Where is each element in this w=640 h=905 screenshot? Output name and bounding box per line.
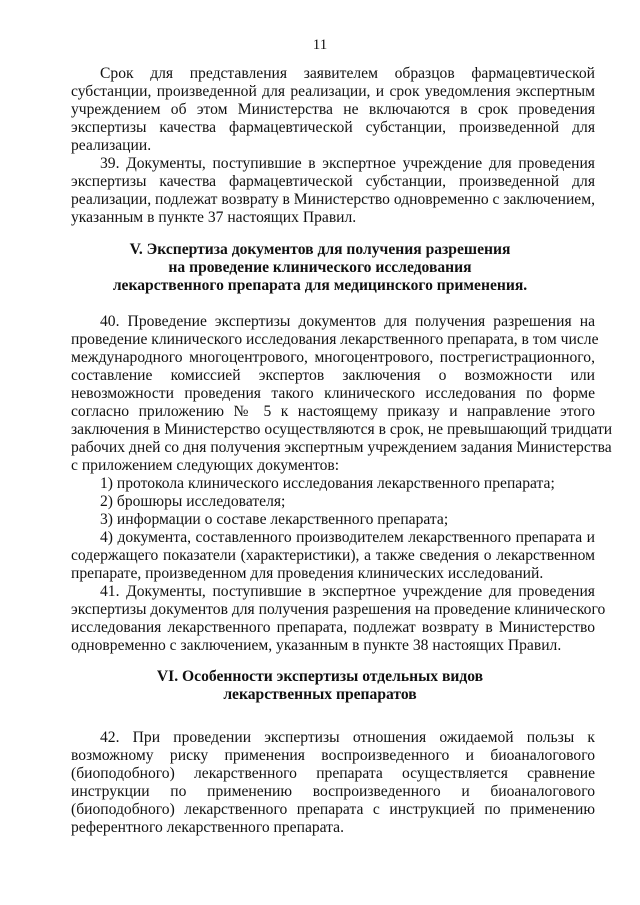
text-line: учреждением об этом Министерства не включаются в срок проведения	[71, 101, 595, 118]
text-line: 1) протокола клинического исследования лекарственного препарата;	[100, 475, 555, 492]
text-line: препарате, произведенном для проведения клинических исследований.	[71, 565, 544, 582]
text-line: Срок для представления заявителем образцов фармацевтической	[100, 65, 595, 82]
text-line: рабочих дней со дня получения экспертным учреждением задания Министерства	[71, 439, 612, 456]
text-line: 41. Документы, поступившие в экспертное учреждение для проведения	[100, 583, 595, 600]
text-line: 39. Документы, поступившие в экспертное учреждение для проведения	[100, 155, 595, 172]
text-line: 40. Проведение экспертизы документов для получения разрешения на	[100, 313, 595, 330]
text-line: исследования лекарственного препарата, подлежат возврату в Министерство	[71, 619, 595, 636]
heading-line: VI. Особенности экспертизы отдельных видов	[156, 668, 484, 685]
text-line: составление комиссией экспертов заключения о возможности или	[71, 367, 595, 384]
text-line: 3) информации о составе лекарственного препарата;	[100, 511, 449, 528]
text-line: экспертизы документов для получения разрешения на проведение клинического	[71, 601, 606, 618]
text-line: 42. При проведении экспертизы отношения ожидаемой пользы к	[100, 729, 595, 746]
text-line: согласно приложению № 5 к настоящему приказу и направление этого	[71, 403, 595, 420]
text-line: содержащего показатели (характеристики), а также сведения о лекарственном	[71, 547, 595, 564]
text-line: с приложением следующих документов:	[71, 457, 340, 474]
text-line: референтного лекарственного препарата.	[71, 819, 345, 836]
text-line: международного многоцентрового, многоцентрового, пострегистрационного,	[71, 349, 595, 366]
heading-line: на проведение клинического исследования	[168, 259, 472, 276]
text-line: (биоподобного) лекарственного препарата осуществляется сравнение	[71, 765, 595, 782]
text-line: (биоподобного) лекарственного препарата с инструкцией по применению	[71, 801, 595, 818]
text-line: экспертизы качества фармацевтической субстанции, произведенной для	[71, 119, 595, 136]
page-number: 11	[312, 37, 328, 53]
heading-line: лекарственных препаратов	[223, 686, 417, 703]
text-line: одновременно с заключением, указанным в пункте 38 настоящих Правил.	[71, 637, 562, 654]
text-line: возможному риску применения воспроизведенного и биоаналогового	[71, 747, 595, 764]
text-line: экспертизы качества фармацевтической субстанции, произведенной для	[71, 173, 595, 190]
heading-line: лекарственного препарата для медицинского применения.	[112, 277, 528, 294]
text-line: заключения в Министерство осуществляются в срок, не превышающий тридцати	[71, 421, 613, 438]
text-line: проведение клинического исследования лекарственного препарата, в том числе	[71, 331, 599, 348]
text-line: невозможности проведения такого клинического исследования по форме	[71, 385, 595, 402]
text-line: 2) брошюры исследователя;	[100, 493, 286, 510]
text-line: инструкции по применению воспроизведенного и биоаналогового	[71, 783, 595, 800]
text-line: реализации, подлежат возврату в Министерство одновременно с заключением,	[71, 191, 595, 208]
text-line: субстанции, произведенной для реализации, и срок уведомления экспертным	[71, 83, 595, 100]
heading-line: V. Экспертиза документов для получения разрешения	[129, 241, 511, 258]
text-line: указанным в пункте 37 настоящих Правил.	[71, 209, 357, 226]
text-line: 4) документа, составленного производителем лекарственного препарата и	[100, 529, 595, 546]
text-line: реализации.	[71, 137, 152, 154]
